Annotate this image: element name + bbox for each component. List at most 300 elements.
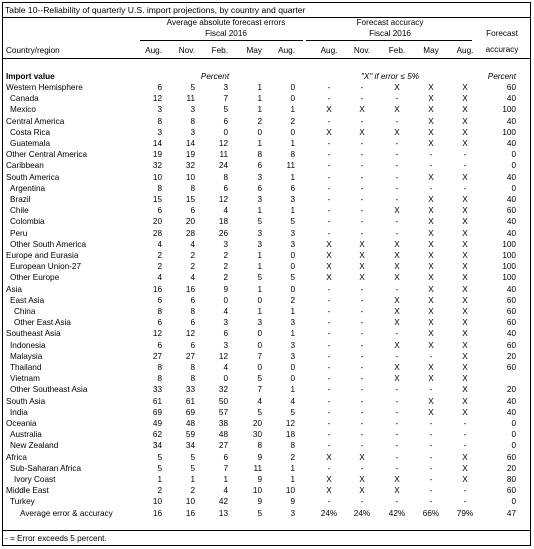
accuracy-mark-cell: - bbox=[429, 430, 433, 440]
accuracy-mark-cell: - bbox=[395, 452, 399, 462]
error-cell: 6 bbox=[157, 318, 162, 328]
error-cell: 6 bbox=[157, 340, 162, 350]
group1-header-line2: Fiscal 2016 bbox=[205, 29, 247, 38]
accuracy-mark-cell: X bbox=[462, 262, 468, 272]
accuracy-mark-cell: - bbox=[429, 161, 433, 171]
error-cell: 15 bbox=[152, 195, 162, 204]
row-label: Average error & accuracy bbox=[20, 508, 113, 518]
accuracy-mark-cell: - bbox=[429, 475, 433, 484]
error-cell: 8 bbox=[190, 116, 195, 126]
error-cell: 5 bbox=[190, 83, 195, 92]
row-label: Australia bbox=[10, 430, 42, 440]
error-cell: 4 bbox=[157, 239, 162, 249]
accuracy-mark-cell: - bbox=[360, 116, 364, 126]
accuracy-mark-cell: - bbox=[360, 206, 364, 216]
accuracy-mark-cell: X bbox=[462, 105, 468, 115]
error-cell: 3 bbox=[290, 318, 295, 328]
error-cell: 6 bbox=[257, 183, 262, 193]
accuracy-mark-cell: - bbox=[395, 284, 399, 294]
rule-bottom bbox=[3, 530, 530, 531]
accuracy-mark-cell: - bbox=[395, 329, 399, 339]
accuracy-mark-cell: X bbox=[462, 228, 468, 238]
error-cell: 4 bbox=[257, 396, 262, 406]
accuracy-mark-cell: X bbox=[359, 239, 365, 249]
accuracy-mark-cell: - bbox=[327, 396, 331, 406]
error-cell: 3 bbox=[290, 239, 295, 249]
accuracy-mark-cell: 42% bbox=[388, 508, 406, 518]
row-label: China bbox=[14, 307, 36, 316]
accuracy-mark-cell: X bbox=[428, 127, 434, 137]
error-cell: 27 bbox=[218, 441, 228, 451]
error-cell: 0 bbox=[290, 251, 295, 260]
accuracy-mark-cell: X bbox=[326, 273, 332, 283]
accuracy-mark-cell: - bbox=[395, 430, 399, 440]
error-cell: 12 bbox=[152, 94, 162, 104]
forecast-accuracy-cell: 100 bbox=[502, 105, 516, 115]
accuracy-mark-cell: X bbox=[326, 262, 332, 272]
accuracy-mark-cell: - bbox=[429, 183, 433, 193]
accuracy-mark-cell: - bbox=[327, 172, 331, 182]
accuracy-mark-cell: - bbox=[327, 430, 331, 440]
error-cell: 6 bbox=[257, 161, 262, 171]
accuracy-mark-cell: - bbox=[327, 206, 331, 216]
error-cell: 19 bbox=[185, 150, 195, 160]
error-cell: 16 bbox=[152, 508, 162, 518]
accuracy-mark-cell: - bbox=[360, 139, 364, 148]
error-cell: 6 bbox=[223, 116, 228, 126]
error-cell: 1 bbox=[257, 94, 262, 104]
error-cell: 8 bbox=[223, 172, 228, 182]
accuracy-mark-cell: X bbox=[326, 452, 332, 462]
accuracy-mark-cell: X bbox=[462, 195, 468, 204]
error-cell: 5 bbox=[257, 217, 262, 227]
accuracy-mark-cell: - bbox=[360, 497, 364, 507]
error-cell: 5 bbox=[257, 407, 262, 417]
accuracy-mark-cell: - bbox=[360, 161, 364, 171]
accuracy-mark-cell: X bbox=[462, 374, 468, 384]
accuracy-mark-cell: - bbox=[360, 340, 364, 350]
error-cell: 28 bbox=[185, 228, 195, 238]
accuracy-mark-cell: X bbox=[462, 217, 468, 227]
error-cell: 18 bbox=[285, 430, 295, 440]
error-cell: 12 bbox=[185, 329, 195, 339]
error-cell: 4 bbox=[223, 363, 228, 372]
error-cell: 0 bbox=[290, 374, 295, 384]
row-label: Other East Asia bbox=[14, 318, 71, 328]
accuracy-mark-cell: X bbox=[394, 239, 400, 249]
row-label: Indonesia bbox=[10, 340, 46, 350]
error-cell: 1 bbox=[257, 284, 262, 294]
row-label: South Asia bbox=[6, 396, 46, 406]
accuracy-mark-cell: - bbox=[463, 441, 467, 451]
error-cell: 61 bbox=[185, 396, 195, 406]
group1-header-line1: Average absolute forecast errors bbox=[166, 18, 286, 27]
accuracy-mark-cell: X bbox=[462, 83, 468, 92]
error-cell: 62 bbox=[152, 430, 162, 440]
accuracy-mark-cell: X bbox=[428, 262, 434, 272]
accuracy-mark-cell: X bbox=[394, 340, 400, 350]
column-header: Aug. bbox=[320, 46, 338, 55]
error-cell: 3 bbox=[257, 228, 262, 238]
accuracy-mark-cell: X bbox=[462, 206, 468, 216]
error-cell: 2 bbox=[190, 486, 195, 496]
error-cell: 1 bbox=[257, 251, 262, 260]
error-cell: 11 bbox=[286, 161, 295, 171]
accuracy-mark-cell: X bbox=[394, 295, 400, 305]
accuracy-mark-cell: X bbox=[326, 127, 332, 137]
error-cell: 20 bbox=[152, 217, 162, 227]
accuracy-mark-cell: X bbox=[462, 251, 468, 260]
accuracy-mark-cell: X bbox=[462, 307, 468, 316]
accuracy-mark-cell: X bbox=[428, 83, 434, 92]
error-cell: 3 bbox=[223, 318, 228, 328]
row-label: Thailand bbox=[10, 363, 42, 372]
error-cell: 2 bbox=[223, 273, 228, 283]
row-label: Chile bbox=[10, 206, 29, 216]
accuracy-mark-cell: - bbox=[395, 228, 399, 238]
error-cell: 2 bbox=[223, 251, 228, 260]
error-cell: 14 bbox=[152, 139, 162, 148]
accuracy-mark-cell: X bbox=[428, 172, 434, 182]
accuracy-mark-cell: X bbox=[462, 329, 468, 339]
forecast-accuracy-cell: 60 bbox=[506, 486, 516, 496]
row-label: Colombia bbox=[10, 217, 45, 227]
unit-accuracy-marks: "X" if error ≤ 5% bbox=[360, 72, 420, 81]
accuracy-mark-cell: X bbox=[359, 452, 365, 462]
error-cell: 5 bbox=[190, 463, 195, 473]
error-cell: 49 bbox=[152, 419, 162, 428]
forecast-accuracy-cell: 60 bbox=[506, 363, 516, 372]
error-cell: 9 bbox=[223, 284, 228, 294]
error-cell: 1 bbox=[290, 105, 295, 115]
error-cell: 8 bbox=[190, 183, 195, 193]
row-label: Caribbean bbox=[6, 161, 44, 171]
error-cell: 5 bbox=[223, 105, 228, 115]
accuracy-mark-cell: X bbox=[462, 475, 468, 484]
accuracy-mark-cell: X bbox=[462, 172, 468, 182]
accuracy-mark-cell: - bbox=[327, 217, 331, 227]
error-cell: 32 bbox=[185, 161, 195, 171]
accuracy-mark-cell: X bbox=[359, 273, 365, 283]
accuracy-mark-cell: - bbox=[463, 161, 467, 171]
accuracy-mark-cell: - bbox=[327, 139, 331, 148]
error-cell: 2 bbox=[190, 251, 195, 260]
accuracy-mark-cell: X bbox=[326, 239, 332, 249]
error-cell: 12 bbox=[285, 419, 295, 428]
error-cell: 69 bbox=[185, 407, 195, 417]
accuracy-mark-cell: X bbox=[428, 340, 434, 350]
error-cell: 6 bbox=[157, 83, 162, 92]
error-cell: 20 bbox=[185, 217, 195, 227]
error-cell: 3 bbox=[290, 195, 295, 204]
error-cell: 6 bbox=[223, 183, 228, 193]
accuracy-mark-cell: - bbox=[360, 172, 364, 182]
error-cell: 0 bbox=[223, 295, 228, 305]
accuracy-mark-cell: - bbox=[360, 396, 364, 406]
error-cell: 69 bbox=[152, 407, 162, 417]
accuracy-mark-cell: - bbox=[360, 295, 364, 305]
accuracy-mark-cell: X bbox=[394, 105, 400, 115]
accuracy-mark-cell: X bbox=[394, 318, 400, 328]
row-label: Other South America bbox=[10, 239, 86, 249]
error-cell: 8 bbox=[157, 374, 162, 384]
error-cell: 4 bbox=[223, 206, 228, 216]
error-cell: 28 bbox=[152, 228, 162, 238]
error-cell: 4 bbox=[223, 307, 228, 316]
row-header-label: Country/region bbox=[6, 46, 60, 55]
forecast-accuracy-cell: 60 bbox=[506, 340, 516, 350]
error-cell: 8 bbox=[190, 307, 195, 316]
error-cell: 12 bbox=[218, 195, 228, 204]
error-cell: 9 bbox=[257, 475, 262, 484]
accuracy-mark-cell: - bbox=[327, 83, 331, 92]
accuracy-mark-cell: X bbox=[394, 273, 400, 283]
error-cell: 0 bbox=[290, 363, 295, 372]
error-cell: 3 bbox=[223, 340, 228, 350]
forecast-accuracy-cell: 47 bbox=[506, 508, 516, 518]
error-cell: 8 bbox=[290, 150, 295, 160]
error-cell: 8 bbox=[190, 374, 195, 384]
accuracy-mark-cell: X bbox=[462, 407, 468, 417]
accuracy-mark-cell: X bbox=[462, 273, 468, 283]
accuracy-mark-cell: X bbox=[359, 105, 365, 115]
error-cell: 30 bbox=[252, 430, 262, 440]
row-label: East Asia bbox=[10, 295, 45, 305]
error-cell: 3 bbox=[223, 239, 228, 249]
error-cell: 8 bbox=[157, 307, 162, 316]
accuracy-mark-cell: X bbox=[394, 374, 400, 384]
accuracy-mark-cell: - bbox=[360, 228, 364, 238]
accuracy-mark-cell: X bbox=[326, 486, 332, 496]
error-cell: 4 bbox=[190, 239, 195, 249]
rule-header-bottom bbox=[3, 58, 530, 59]
error-cell: 6 bbox=[157, 295, 162, 305]
row-label: Oceania bbox=[6, 419, 37, 428]
accuracy-mark-cell: - bbox=[327, 385, 331, 395]
forecast-accuracy-cell: 0 bbox=[511, 441, 516, 451]
error-cell: 6 bbox=[190, 318, 195, 328]
error-cell: 4 bbox=[190, 273, 195, 283]
forecast-accuracy-cell: 40 bbox=[506, 228, 516, 238]
row-label: New Zealand bbox=[10, 441, 59, 451]
accuracy-mark-cell: - bbox=[463, 419, 467, 428]
error-cell: 1 bbox=[257, 262, 262, 272]
accuracy-mark-cell: - bbox=[429, 486, 433, 496]
row-label: Asia bbox=[6, 284, 22, 294]
accuracy-mark-cell: X bbox=[394, 363, 400, 372]
accuracy-mark-cell: - bbox=[395, 396, 399, 406]
accuracy-mark-cell: - bbox=[463, 183, 467, 193]
accuracy-mark-cell: X bbox=[428, 407, 434, 417]
error-cell: 11 bbox=[186, 94, 195, 104]
row-label: India bbox=[10, 407, 28, 417]
error-cell: 19 bbox=[152, 150, 162, 160]
error-cell: 8 bbox=[157, 116, 162, 126]
error-cell: 32 bbox=[152, 161, 162, 171]
forecast-accuracy-cell: 40 bbox=[506, 284, 516, 294]
accuracy-mark-cell: X bbox=[359, 475, 365, 484]
forecast-accuracy-cell: 40 bbox=[506, 407, 516, 417]
error-cell: 7 bbox=[223, 94, 228, 104]
error-cell: 0 bbox=[290, 284, 295, 294]
accuracy-mark-cell: X bbox=[394, 127, 400, 137]
error-cell: 5 bbox=[157, 452, 162, 462]
accuracy-mark-cell: X bbox=[462, 139, 468, 148]
row-label: Malaysia bbox=[10, 351, 43, 361]
accuracy-mark-cell: - bbox=[327, 94, 331, 104]
accuracy-mark-cell: - bbox=[463, 150, 467, 160]
section-label: Import value bbox=[6, 72, 55, 81]
rule-group2 bbox=[306, 40, 472, 41]
error-cell: 34 bbox=[185, 441, 195, 451]
row-label: Argentina bbox=[10, 183, 46, 193]
accuracy-mark-cell: - bbox=[395, 351, 399, 361]
accuracy-mark-cell: - bbox=[429, 150, 433, 160]
accuracy-mark-cell: - bbox=[429, 419, 433, 428]
row-label: Other Central America bbox=[6, 150, 87, 160]
accuracy-mark-cell: - bbox=[327, 463, 331, 473]
accuracy-mark-cell: X bbox=[428, 206, 434, 216]
column-header: Nov. bbox=[353, 46, 371, 55]
error-cell: 3 bbox=[257, 239, 262, 249]
accuracy-mark-cell: - bbox=[360, 385, 364, 395]
accuracy-mark-cell: X bbox=[462, 463, 468, 473]
error-cell: 15 bbox=[185, 195, 195, 204]
forecast-accuracy-cell: 60 bbox=[506, 307, 516, 316]
accuracy-mark-cell: X bbox=[428, 318, 434, 328]
error-cell: 16 bbox=[152, 284, 162, 294]
accuracy-mark-cell: - bbox=[327, 307, 331, 316]
accuracy-mark-cell: X bbox=[428, 195, 434, 204]
forecast-accuracy-cell: 0 bbox=[511, 497, 516, 507]
error-cell: 11 bbox=[219, 150, 228, 160]
error-cell: 4 bbox=[157, 273, 162, 283]
accuracy-mark-cell: X bbox=[462, 295, 468, 305]
accuracy-mark-cell: - bbox=[327, 329, 331, 339]
row-label: Other Southeast Asia bbox=[10, 385, 88, 395]
accuracy-mark-cell: - bbox=[327, 161, 331, 171]
accuracy-mark-cell: - bbox=[360, 195, 364, 204]
row-label: Costa Rica bbox=[10, 127, 51, 137]
forecast-accuracy-cell: 100 bbox=[502, 262, 516, 272]
accuracy-mark-cell: X bbox=[359, 251, 365, 260]
accuracy-mark-cell: X bbox=[428, 374, 434, 384]
error-cell: 1 bbox=[257, 139, 262, 148]
row-label: Europe and Eurasia bbox=[6, 251, 79, 260]
group3-header-line2: accuracy bbox=[485, 45, 519, 54]
error-cell: 1 bbox=[290, 307, 295, 316]
error-cell: 0 bbox=[290, 94, 295, 104]
forecast-accuracy-cell: 60 bbox=[506, 295, 516, 305]
error-cell: 57 bbox=[218, 407, 228, 417]
accuracy-mark-cell: - bbox=[395, 172, 399, 182]
error-cell: 8 bbox=[257, 441, 262, 451]
accuracy-mark-cell: X bbox=[462, 385, 468, 395]
accuracy-mark-cell: X bbox=[326, 105, 332, 115]
error-cell: 0 bbox=[257, 340, 262, 350]
forecast-accuracy-cell: 40 bbox=[506, 329, 516, 339]
forecast-accuracy-cell: 60 bbox=[506, 318, 516, 328]
accuracy-mark-cell: X bbox=[428, 139, 434, 148]
error-cell: 33 bbox=[185, 385, 195, 395]
accuracy-mark-cell: - bbox=[360, 463, 364, 473]
error-cell: 34 bbox=[152, 441, 162, 451]
error-cell: 2 bbox=[223, 262, 228, 272]
rule-group1 bbox=[140, 40, 303, 41]
error-cell: 1 bbox=[223, 475, 228, 484]
accuracy-mark-cell: X bbox=[428, 307, 434, 316]
column-header: Aug. bbox=[145, 46, 162, 55]
error-cell: 1 bbox=[290, 385, 295, 395]
error-cell: 13 bbox=[218, 508, 228, 518]
error-cell: 3 bbox=[190, 127, 195, 137]
error-cell: 5 bbox=[257, 374, 262, 384]
error-cell: 10 bbox=[152, 497, 162, 507]
error-cell: 27 bbox=[152, 351, 162, 361]
accuracy-mark-cell: X bbox=[462, 318, 468, 328]
accuracy-mark-cell: X bbox=[462, 94, 468, 104]
accuracy-mark-cell: X bbox=[462, 351, 468, 361]
column-header: May bbox=[423, 46, 439, 55]
accuracy-mark-cell: - bbox=[395, 385, 399, 395]
row-label: South America bbox=[6, 172, 60, 182]
column-header: May bbox=[246, 46, 262, 55]
row-label: Canada bbox=[10, 94, 39, 104]
error-cell: 48 bbox=[185, 419, 195, 428]
error-cell: 18 bbox=[218, 217, 228, 227]
forecast-accuracy-cell: 80 bbox=[506, 475, 516, 484]
accuracy-mark-cell: - bbox=[327, 351, 331, 361]
table-title: Table 10--Reliability of quarterly U.S. import projections, by country and quarter bbox=[5, 5, 306, 15]
unit-forecast-accuracy: Percent bbox=[487, 72, 516, 81]
error-cell: 6 bbox=[190, 206, 195, 216]
error-cell: 2 bbox=[257, 116, 262, 126]
row-label: Southeast Asia bbox=[6, 329, 61, 339]
error-cell: 27 bbox=[185, 351, 195, 361]
error-cell: 0 bbox=[223, 374, 228, 384]
accuracy-mark-cell: - bbox=[395, 139, 399, 148]
error-cell: 1 bbox=[257, 206, 262, 216]
error-cell: 1 bbox=[157, 475, 162, 484]
accuracy-mark-cell: X bbox=[394, 206, 400, 216]
error-cell: 1 bbox=[257, 83, 262, 92]
accuracy-mark-cell: - bbox=[429, 441, 433, 451]
accuracy-mark-cell: X bbox=[428, 217, 434, 227]
error-cell: 5 bbox=[190, 452, 195, 462]
accuracy-mark-cell: - bbox=[327, 374, 331, 384]
error-cell: 12 bbox=[152, 329, 162, 339]
row-label: Peru bbox=[10, 228, 28, 238]
group2-header-line2: Fiscal 2016 bbox=[369, 29, 411, 38]
error-cell: 1 bbox=[290, 139, 295, 148]
accuracy-mark-cell: X bbox=[394, 486, 400, 496]
accuracy-mark-cell: 24% bbox=[353, 508, 371, 518]
error-cell: 1 bbox=[257, 105, 262, 115]
error-cell: 1 bbox=[290, 475, 295, 484]
column-header: Feb. bbox=[211, 46, 228, 55]
error-cell: 16 bbox=[185, 284, 195, 294]
accuracy-mark-cell: - bbox=[463, 486, 467, 496]
forecast-accuracy-cell: 100 bbox=[502, 127, 516, 137]
accuracy-mark-cell: - bbox=[327, 195, 331, 204]
error-cell: 2 bbox=[157, 262, 162, 272]
error-cell: 1 bbox=[290, 206, 295, 216]
row-label: Sub-Saharan Africa bbox=[10, 463, 82, 473]
group2-header-line1: Forecast accuracy bbox=[356, 18, 424, 27]
row-label: Turkey bbox=[10, 497, 35, 507]
accuracy-mark-cell: - bbox=[395, 441, 399, 451]
accuracy-mark-cell: - bbox=[360, 217, 364, 227]
